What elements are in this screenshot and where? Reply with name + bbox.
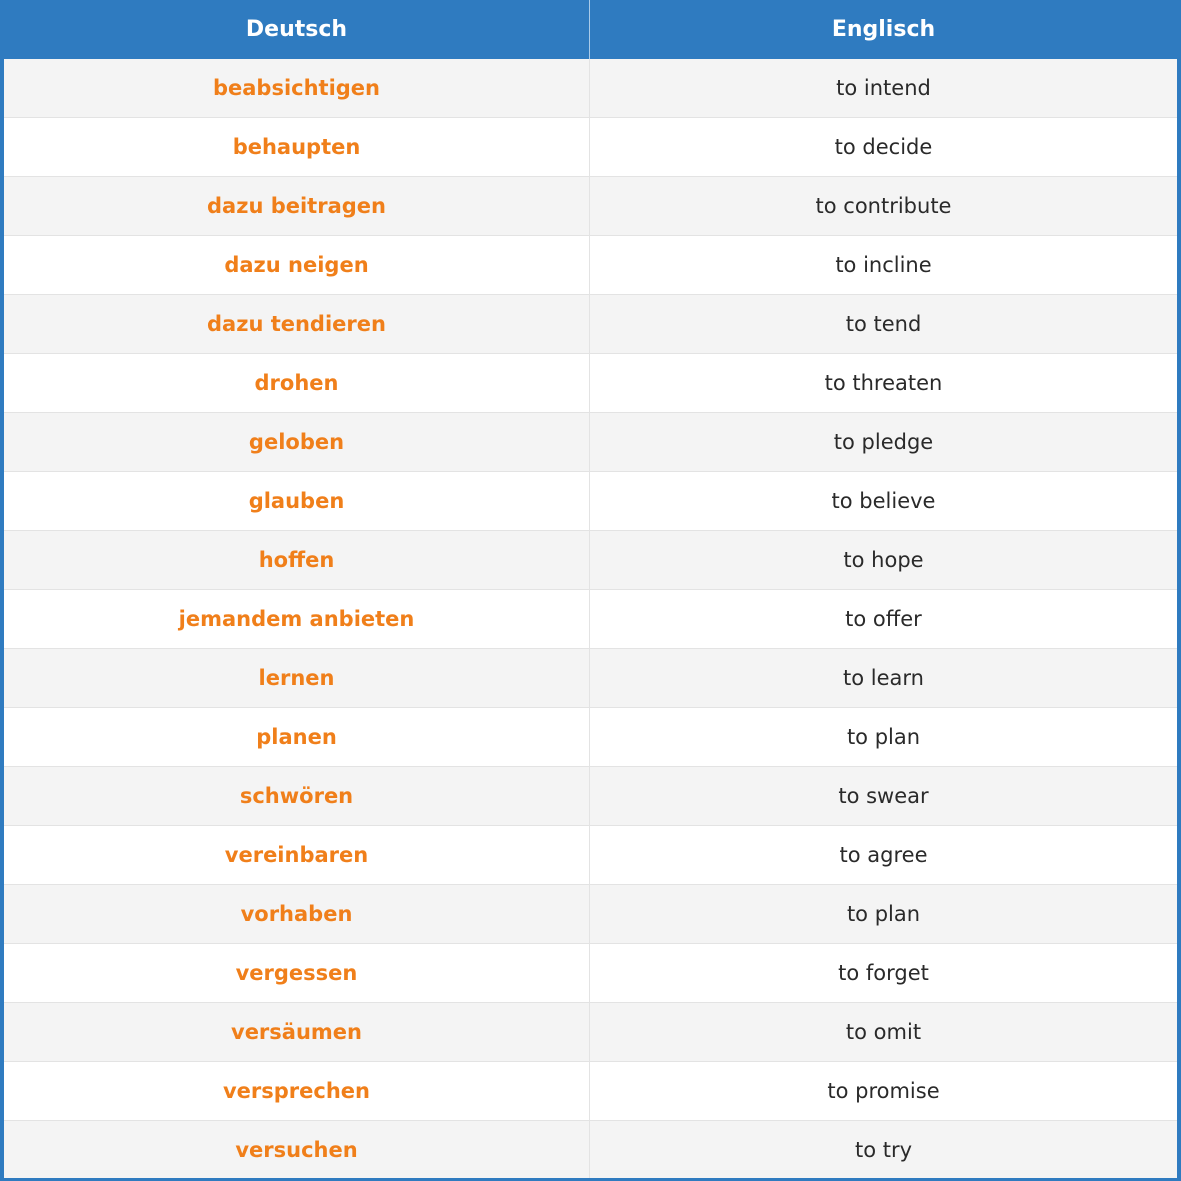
table-row bbox=[4, 1121, 1177, 1178]
english-translation-cell: to decide bbox=[834, 135, 933, 159]
table-row bbox=[4, 944, 1177, 1003]
german-word-cell: behaupten bbox=[4, 118, 590, 176]
table-row bbox=[4, 1003, 1177, 1062]
german-word-cell: dazu beitragen bbox=[4, 177, 590, 235]
table-row bbox=[4, 59, 1177, 118]
table-row bbox=[4, 236, 1177, 295]
table-row bbox=[4, 590, 1177, 649]
german-word-cell: jemandem anbieten bbox=[4, 590, 590, 648]
german-word-cell: planen bbox=[4, 708, 590, 766]
english-translation-cell: to swear bbox=[838, 784, 929, 808]
german-word-cell: vereinbaren bbox=[4, 826, 590, 884]
english-translation-cell: to omit bbox=[845, 1020, 922, 1044]
english-translation-cell: to plan bbox=[846, 725, 921, 749]
english-translation-cell: to intend bbox=[836, 76, 931, 100]
english-translation-cell: to agree bbox=[839, 843, 928, 867]
column-header-english: Englisch bbox=[831, 17, 936, 42]
column-header-german: Deutsch bbox=[4, 0, 590, 59]
english-translation-cell: to try bbox=[854, 1137, 913, 1162]
german-word-cell: dazu tendieren bbox=[4, 295, 590, 353]
german-word-cell: lernen bbox=[4, 649, 590, 707]
table-row bbox=[4, 708, 1177, 767]
german-word-cell: versuchen bbox=[4, 1121, 590, 1178]
german-word-cell: beabsichtigen bbox=[4, 59, 590, 117]
english-translation-cell: to tend bbox=[845, 312, 922, 336]
english-translation-cell: to offer bbox=[845, 607, 922, 631]
german-word-cell: vergessen bbox=[4, 944, 590, 1002]
english-translation-cell: to incline bbox=[835, 253, 932, 277]
table-row bbox=[4, 118, 1177, 177]
table-row bbox=[4, 649, 1177, 708]
table-row bbox=[4, 177, 1177, 236]
german-word-cell: schwören bbox=[4, 767, 590, 825]
german-word-cell: vorhaben bbox=[4, 885, 590, 943]
table-row bbox=[4, 826, 1177, 885]
english-translation-cell: to believe bbox=[831, 489, 936, 513]
german-word-cell: versäumen bbox=[4, 1003, 590, 1061]
english-translation-cell: to pledge bbox=[833, 430, 934, 454]
table-row bbox=[4, 295, 1177, 354]
table-body bbox=[4, 59, 1177, 1178]
english-translation-cell: to forget bbox=[838, 961, 929, 985]
german-word-cell: geloben bbox=[4, 413, 590, 471]
german-word-cell: glauben bbox=[4, 472, 590, 530]
table-row bbox=[4, 472, 1177, 531]
german-word-cell: dazu neigen bbox=[4, 236, 590, 294]
english-translation-cell: to threaten bbox=[824, 371, 943, 395]
english-translation-cell: to promise bbox=[827, 1079, 940, 1103]
table-row bbox=[4, 885, 1177, 944]
table-row bbox=[4, 413, 1177, 472]
english-translation-cell: to learn bbox=[843, 666, 924, 690]
table-row bbox=[4, 531, 1177, 590]
german-word-cell: versprechen bbox=[4, 1062, 590, 1120]
table-header bbox=[4, 0, 1177, 59]
english-translation-cell: to hope bbox=[843, 548, 924, 572]
german-word-cell: drohen bbox=[4, 354, 590, 412]
english-translation-cell: to plan bbox=[846, 902, 921, 926]
german-word-cell: hoffen bbox=[4, 531, 590, 589]
table-row bbox=[4, 1062, 1177, 1121]
english-translation-cell: to contribute bbox=[815, 194, 952, 218]
table-row bbox=[4, 767, 1177, 826]
table-row bbox=[4, 354, 1177, 413]
